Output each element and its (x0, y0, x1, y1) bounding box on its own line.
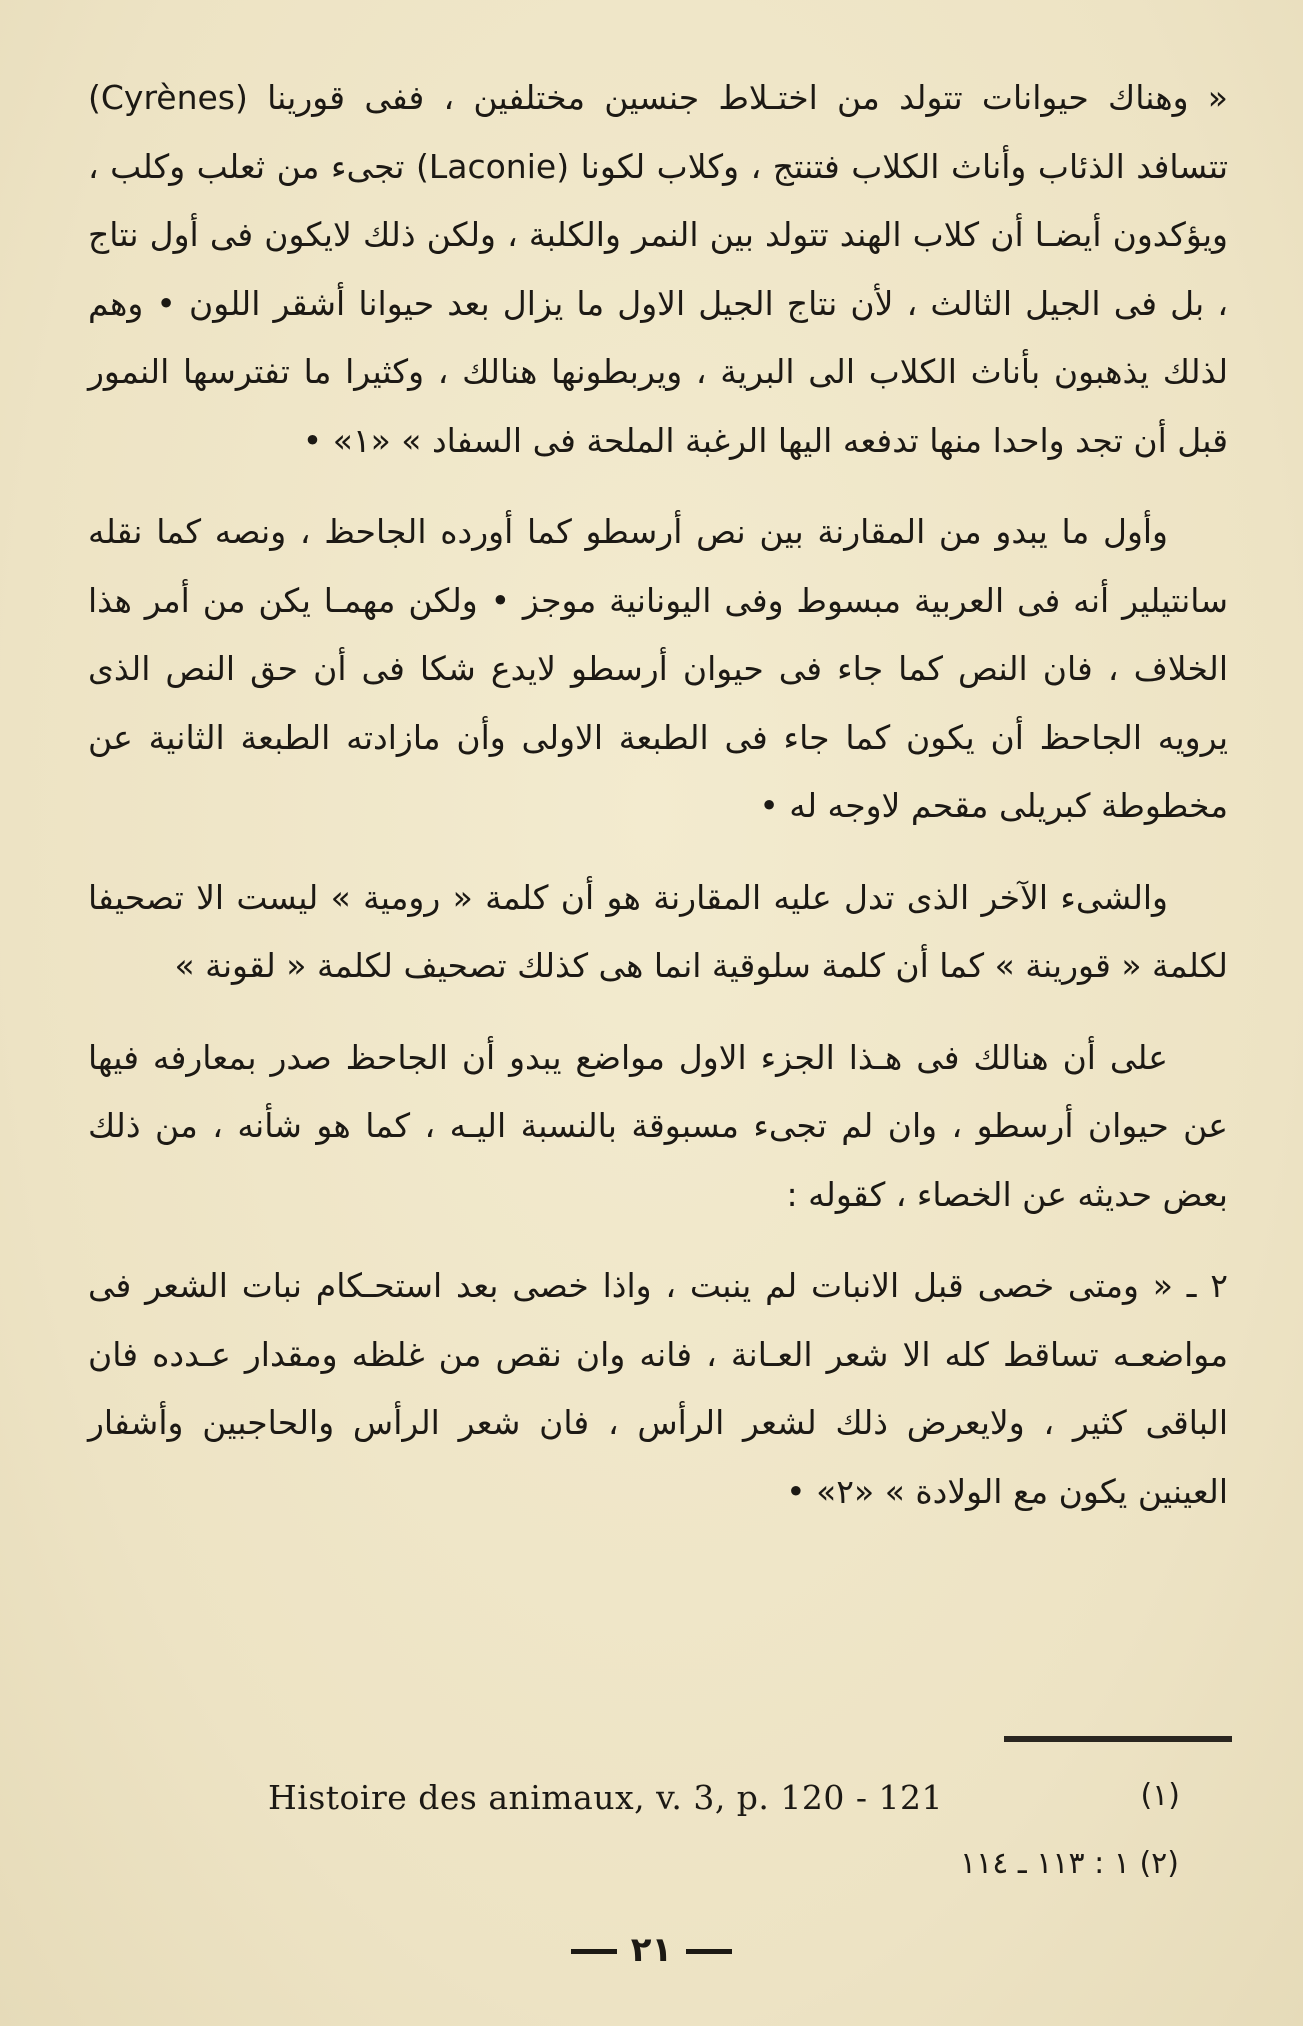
footnote-1 (260, 1770, 1180, 1830)
page-number-dash-right (686, 1949, 732, 1954)
page-number-value: ٢١ (630, 1930, 673, 1970)
footnote-divider (1004, 1736, 1232, 1742)
footnote-2-number: (٢) (1139, 1846, 1179, 1881)
paragraph-comparison: وأول ما يبدو من المقارنة بين نص أرسطو كما أورده الجاحظ ، ونصه كما نقله سانتيلير أنه فى العربية مبسوط وفى اليونانية موجز • ولكن مهمـا يكن من أمر هذا الخلاف ، فان النص كما جاء فى حيوان أرسطو لايدع شكا فى أن حق النص الذى يرويه الجاحظ أن يكون كما جاء فى الطبعة الاولى وأن مازادته الطبعة الثانية عن مخطوطة كبريلى مقحم لاوجه له • (88, 512, 1228, 825)
footnote-1-number: (١) (1140, 1778, 1180, 1813)
footnote-2 (960, 1846, 1179, 1881)
paragraph-other-passages: على أن هنالك فى هـذا الجزء الاول مواضع يبدو أن الجاحظ صدر بمعارفه فيها عن حيوان أرسطو ، وان لم تجىء مسبوقة بالنسبة اليـه ، كما هو شأنه ، من ذلك بعض حديثه عن الخصاء ، كقوله : (88, 1037, 1228, 1214)
paragraph-quote-aristotle: « وهناك حيوانات تتولد من اختـلاط جنسين مختلفين ، ففى قورينا (Cyrènes) تتسافد الذئاب وأناث الكلاب فتنتج ، وكلاب لكونا (Laconie) تجىء من ثعلب وكلب ، ويؤكدون أيضـا أن كلاب الهند تتولد بين النمر والكلبة ، ولكن ذلك لايكون فى أول نتاج ، بل فى الجيل الثالث ، لأن نتاج الجيل الاول ما يزال بعد حيوانا أشقر اللون • وهم لذلك يذهبون بأناث الكلاب الى البرية ، ويربطونها هنالك ، وكثيرا ما تفترسها النمور قبل أن تجد واحدا منها تدفعه اليها الرغبة الملحة فى السفاد » «١» • (88, 78, 1228, 460)
body-text (88, 64, 1228, 1526)
footnote-1-text: Histoire des animaux, v. 3, p. 120 - 121 (268, 1778, 944, 1817)
footnote-2-text: ١ : ١١٣ ـ ١١٤ (960, 1846, 1130, 1881)
paragraph-quote-castration: ٢ ـ « ومتى خصى قبل الانبات لم ينبت ، واذا خصى بعد استحـكام نبات الشعر فى مواضعـه تساقط كله الا شعر العـانة ، فانه وان نقص من غلظه ومقدار عـدده فان الباقى كثير ، ولايعرض ذلك لشعر الرأس ، فان شعر الرأس والحاجبين وأشفار العينين يكون مع الولادة » «٢» • (88, 1266, 1228, 1511)
page-number-dash-left (571, 1949, 617, 1954)
footnotes (260, 1770, 1180, 1830)
paragraph-word-correction: والشىء الآخر الذى تدل عليه المقارنة هو أن كلمة « رومية » ليست الا تصحيفا لكلمة « قورينة » كما أن كلمة سلوقية انما هى كذلك تصحيف لكلمة « لقونة » (88, 877, 1228, 985)
page-number (0, 1930, 1303, 1970)
